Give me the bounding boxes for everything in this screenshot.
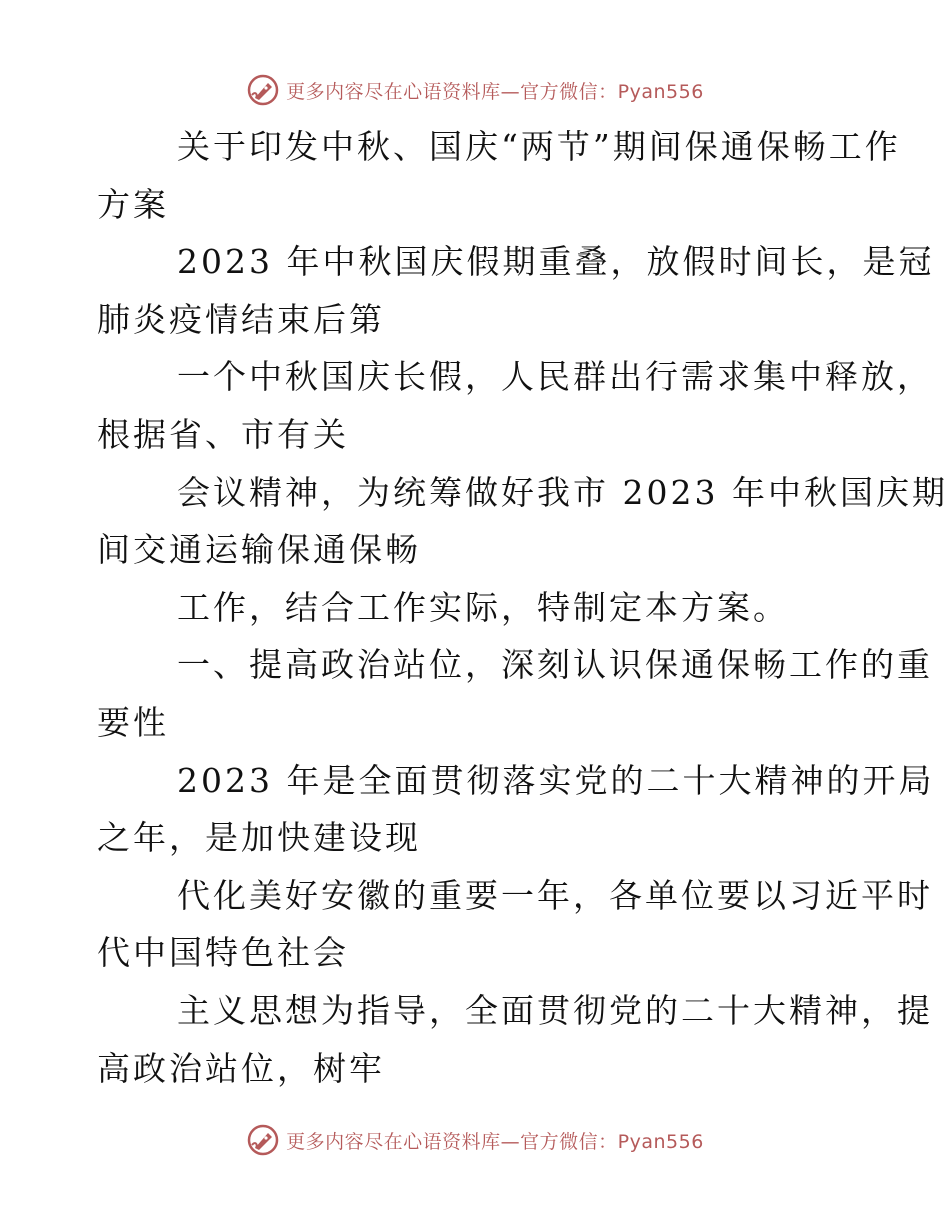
pen-nib-circle-icon — [246, 1123, 280, 1157]
watermark-text: 更多内容尽在心语资料库—官方微信：Pyan556 — [286, 1130, 704, 1153]
paragraph-line: 工作，结合工作实际，特制定本方案。 — [177, 587, 789, 627]
footer-watermark — [0, 1120, 950, 1160]
pen-nib-circle-icon — [246, 73, 280, 107]
header-watermark — [0, 70, 950, 110]
paragraph-line: 代中国特色社会 — [97, 933, 349, 973]
paragraph-line: 主义思想为指导，全面贯彻党的二十大精神，提 — [177, 990, 933, 1030]
paragraph-line: 高政治站位，树牢 — [97, 1048, 385, 1088]
paragraph-line: 2023 年是全面贯彻落实党的二十大精神的开局 — [177, 760, 935, 800]
paragraph — [97, 982, 933, 1097]
paragraph-line: 会议精神，为统筹做好我市 2023 年中秋国庆期 — [177, 472, 948, 512]
paragraph-line: 之年，是加快建设现 — [97, 818, 421, 858]
document-body — [97, 118, 948, 1097]
paragraph-line: 一、提高政治站位，深刻认识保通保畅工作的重 — [177, 645, 933, 685]
paragraph-title — [97, 118, 901, 233]
paragraph — [97, 752, 935, 867]
paragraph-line: 根据省、市有关 — [97, 414, 349, 454]
paragraph-line: 间交通运输保通保畅 — [97, 530, 421, 570]
watermark-text: 更多内容尽在心语资料库—官方微信：Pyan556 — [286, 80, 704, 103]
paragraph — [97, 579, 867, 637]
paragraph-line: 肺炎疫情结束后第 — [97, 299, 385, 339]
section-heading — [97, 636, 933, 751]
paragraph — [97, 867, 933, 982]
paragraph — [97, 464, 948, 579]
paragraph — [97, 233, 935, 348]
paragraph-line: 要性 — [97, 702, 169, 742]
paragraph-line: 代化美好安徽的重要一年，各单位要以习近平时 — [177, 875, 933, 915]
paragraph-line: 关于印发中秋、国庆“两节”期间保通保畅工作 — [177, 127, 901, 166]
paragraph — [97, 348, 933, 463]
paragraph-line: 方案 — [97, 184, 169, 224]
paragraph-line: 一个中秋国庆长假，人民群出行需求集中释放， — [177, 357, 933, 397]
paragraph-line: 2023 年中秋国庆假期重叠，放假时间长，是冠 — [177, 242, 935, 282]
